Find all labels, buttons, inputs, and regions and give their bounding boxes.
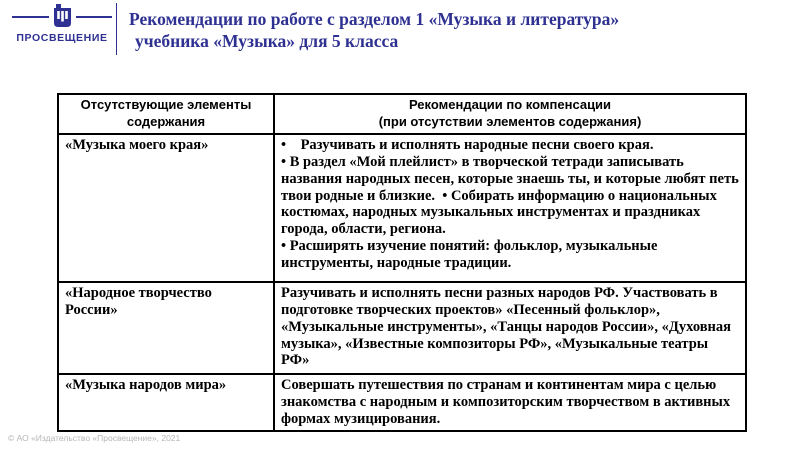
recommendation-paragraph: Разучивать и исполнять песни разных народов РФ. Участвовать в подготовке творческих проектов» «Песенный фольклор», «Музыкальные инструменты», «Танцы народов России», «Духовная музыка», «Известные композиторы РФ», «Музыкальные театры РФ» <box>281 284 735 369</box>
recommendation-paragraph: • Разучивать и исполнять народные песни своего края. <box>281 136 654 153</box>
column-header-text-line2: (при отсутствии элементов содержания) <box>378 113 642 129</box>
table-header-row <box>58 94 746 134</box>
missing-element-text: «Музыка моего края» <box>65 136 209 153</box>
logo-ornament <box>12 3 112 30</box>
recommendation-cell <box>274 282 746 374</box>
slide-title-line2: учебника «Музыка» для 5 класса <box>135 30 399 51</box>
recommendation-paragraph: • Расширять изучение понятий: фольклор, музыкальные инструменты, народные традиции. <box>281 238 662 272</box>
column-header-text: Отсутствующие элементы содержания <box>80 97 252 129</box>
recommendation-paragraph: • В раздел «Мой плейлист» в творческой тетради записывать названия народных песен, которые знаешь ты, и которые любят петь твои родные и близкие. • Собирать информацию о национальных костюмах, народных музыкальных инструментах и праздниках города, области, региона. <box>281 153 743 238</box>
missing-element-cell <box>58 282 274 374</box>
slide-title <box>129 9 619 52</box>
table-row <box>58 134 746 282</box>
column-header-missing-elements <box>58 94 274 134</box>
missing-element-cell <box>58 374 274 431</box>
recommendations-table <box>57 93 747 432</box>
recommendation-cell <box>274 134 746 282</box>
open-book-icon <box>52 4 73 29</box>
column-header-recommendations <box>274 94 746 134</box>
publisher-name: ПРОСВЕЩЕНИЕ <box>16 32 108 44</box>
table-row <box>58 374 746 431</box>
publisher-logo <box>12 3 112 44</box>
header-divider <box>116 3 117 55</box>
logo-line-left <box>12 16 49 18</box>
missing-element-text: «Музыка народов мира» <box>65 376 227 393</box>
column-header-text-line1: Рекомендации по компенсации <box>408 97 612 112</box>
slide-title-line1: Рекомендации по работе с разделом 1 «Музыка и литература» <box>129 9 620 29</box>
recommendation-paragraph: Совершать путешествия по странам и континентам мира с целью знакомства с народным и композиторским творчеством в активных формах музицирования. <box>281 376 734 427</box>
copyright-notice: © АО «Издательство «Просвещение», 2021 <box>8 433 181 443</box>
table-row <box>58 282 746 374</box>
missing-element-cell <box>58 134 274 282</box>
missing-element-text: «Народное творчество России» <box>65 284 212 318</box>
logo-line-right <box>76 16 113 18</box>
recommendation-cell <box>274 374 746 431</box>
